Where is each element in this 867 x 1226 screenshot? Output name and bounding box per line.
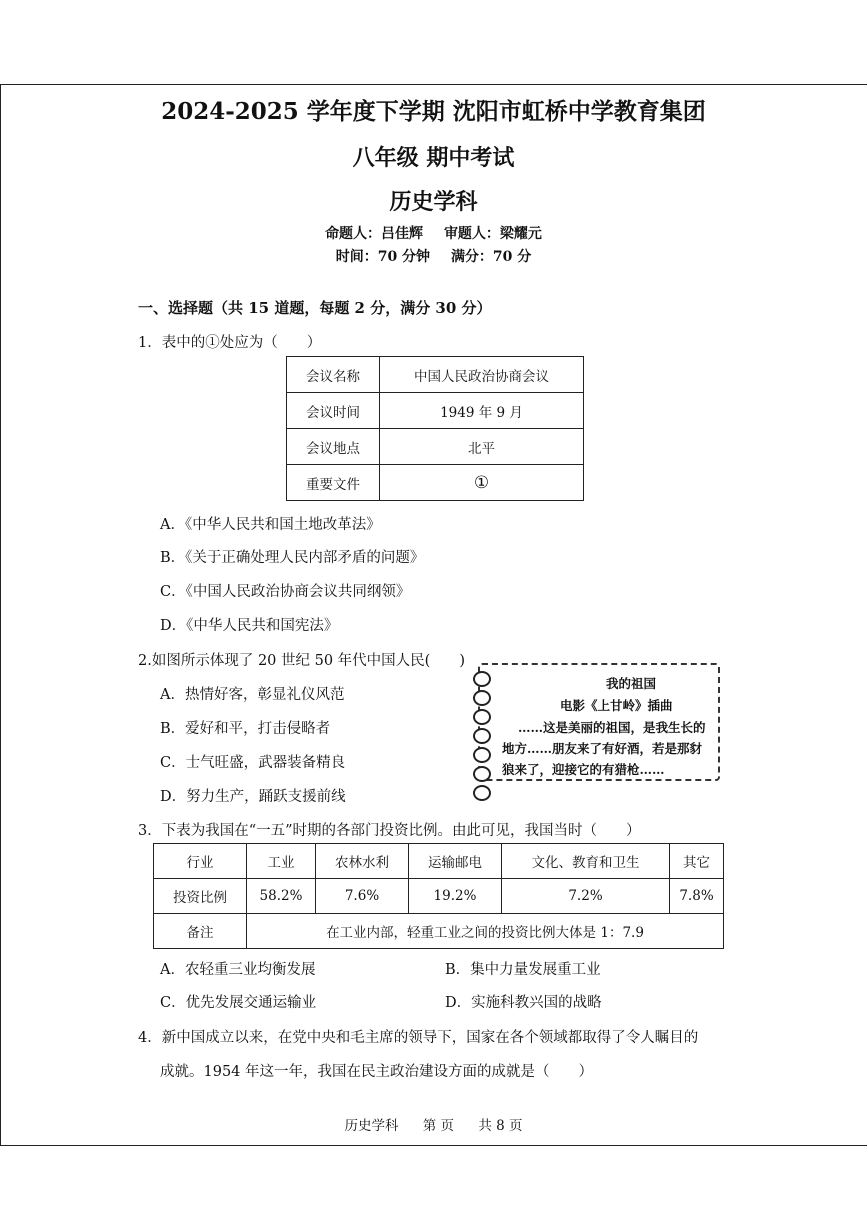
table-cell: 北平 bbox=[380, 429, 584, 465]
page-footer bbox=[0, 1114, 867, 1134]
footer-page: 第 页 bbox=[422, 1118, 455, 1134]
exam-page-frame bbox=[0, 84, 867, 1146]
q3-option-a[interactable]: A．农轻重三业均衡发展 bbox=[160, 962, 316, 978]
q2-stem: 2.如图所示体现了 20 世纪 50 年代中国人民( ) bbox=[138, 653, 465, 669]
section-heading: 一、选择题（共 15 道题，每题 2 分，满分 30 分） bbox=[138, 299, 492, 317]
exam-title: 2024-2025 学年度下学期 沈阳市虹桥中学教育集团 bbox=[161, 98, 706, 125]
q1-option-a[interactable]: A．《中华人民共和国土地改革法》 bbox=[160, 517, 381, 533]
table-cell: 58.2% bbox=[247, 879, 316, 914]
table-header-cell: 农林水利 bbox=[316, 844, 409, 879]
table-cell: 7.8% bbox=[670, 879, 724, 914]
table-cell: 备注 bbox=[154, 914, 247, 949]
table-cell: 会议名称 bbox=[287, 357, 380, 393]
footer-subject: 历史学科 bbox=[344, 1118, 399, 1134]
table-cell: ① bbox=[380, 465, 584, 501]
q4-stem-line-2: 成就。1954 年这一年，我国在民主政治建设方面的成就是（ ） bbox=[160, 1064, 594, 1080]
table-row bbox=[154, 844, 724, 879]
table-cell: 投资比例 bbox=[154, 879, 247, 914]
q1-option-c[interactable]: C．《中国人民政治协商会议共同纲领》 bbox=[160, 584, 411, 600]
q2-option-c[interactable]: C．士气旺盛，武器装备精良 bbox=[160, 755, 346, 771]
q3-option-d[interactable]: D．实施科教兴国的战略 bbox=[445, 995, 602, 1011]
table-cell: 会议地点 bbox=[287, 429, 380, 465]
table-row bbox=[287, 393, 584, 429]
poem-line-1: ……这是美丽的祖国，是我生长的 bbox=[518, 720, 706, 735]
table-header-cell: 行业 bbox=[154, 844, 247, 879]
poem-line-3: 狼来了，迎接它的有猎枪…… bbox=[502, 762, 665, 777]
reviewer: 审题人：梁耀元 bbox=[443, 226, 542, 242]
table-cell: 重要文件 bbox=[287, 465, 380, 501]
poem-source: 电影《上甘岭》插曲 bbox=[560, 698, 673, 713]
table-row bbox=[287, 465, 584, 501]
table-cell: 会议时间 bbox=[287, 393, 380, 429]
q3-option-c[interactable]: C．优先发展交通运输业 bbox=[160, 995, 317, 1011]
table-header-cell: 工业 bbox=[247, 844, 316, 879]
exam-time: 时间：70 分钟 bbox=[335, 249, 431, 265]
poem-title: 我的祖国 bbox=[606, 676, 657, 691]
table-header-cell: 文化、教育和卫生 bbox=[502, 844, 670, 879]
q1-stem: 1．表中的①处应为（ ） bbox=[138, 335, 322, 351]
table-row bbox=[287, 357, 584, 393]
q3-option-b[interactable]: B．集中力量发展重工业 bbox=[445, 962, 601, 978]
poem-line-2: 地方……朋友来了有好酒，若是那豺 bbox=[502, 741, 703, 756]
q1-option-d[interactable]: D．《中华人民共和国宪法》 bbox=[160, 618, 339, 634]
q2-option-b[interactable]: B．爱好和平，打击侵略者 bbox=[160, 721, 331, 737]
q1-table bbox=[286, 356, 584, 501]
table-row bbox=[154, 914, 724, 949]
table-cell: 19.2% bbox=[409, 879, 502, 914]
time-line bbox=[0, 246, 867, 266]
subject-title: 历史学科 bbox=[389, 189, 478, 215]
table-cell: 1949 年 9 月 bbox=[380, 393, 584, 429]
q3-table bbox=[153, 843, 724, 949]
table-cell: 中国人民政治协商会议 bbox=[380, 357, 584, 393]
notebook-spiral-icon bbox=[473, 671, 495, 804]
table-row bbox=[287, 429, 584, 465]
q2-option-a[interactable]: A．热情好客，彰显礼仪风范 bbox=[160, 687, 345, 703]
setter-line bbox=[0, 223, 867, 243]
table-note-cell: 在工业内部，轻重工业之间的投资比例大体是 1：7.9 bbox=[247, 914, 724, 949]
q2-option-d[interactable]: D．努力生产，踊跃支援前线 bbox=[160, 789, 346, 805]
table-header-cell: 其它 bbox=[670, 844, 724, 879]
table-row bbox=[154, 879, 724, 914]
table-header-cell: 运输邮电 bbox=[409, 844, 502, 879]
full-score: 满分：70 分 bbox=[450, 249, 532, 265]
poem-card bbox=[478, 663, 720, 781]
setter: 命题人：吕佳辉 bbox=[325, 226, 424, 242]
table-cell: 7.2% bbox=[502, 879, 670, 914]
grade-exam-title: 八年级 期中考试 bbox=[352, 145, 515, 171]
table-cell: 7.6% bbox=[316, 879, 409, 914]
q1-option-b[interactable]: B．《关于正确处理人民内部矛盾的问题》 bbox=[160, 550, 425, 566]
footer-total: 共 8 页 bbox=[478, 1118, 523, 1134]
q4-stem-line-1: 4．新中国成立以来，在党中央和毛主席的领导下，国家在各个领域都取得了令人瞩目的 bbox=[138, 1030, 699, 1046]
q3-stem: 3．下表为我国在“一五”时期的各部门投资比例。由此可见，我国当时（ ） bbox=[138, 823, 641, 839]
